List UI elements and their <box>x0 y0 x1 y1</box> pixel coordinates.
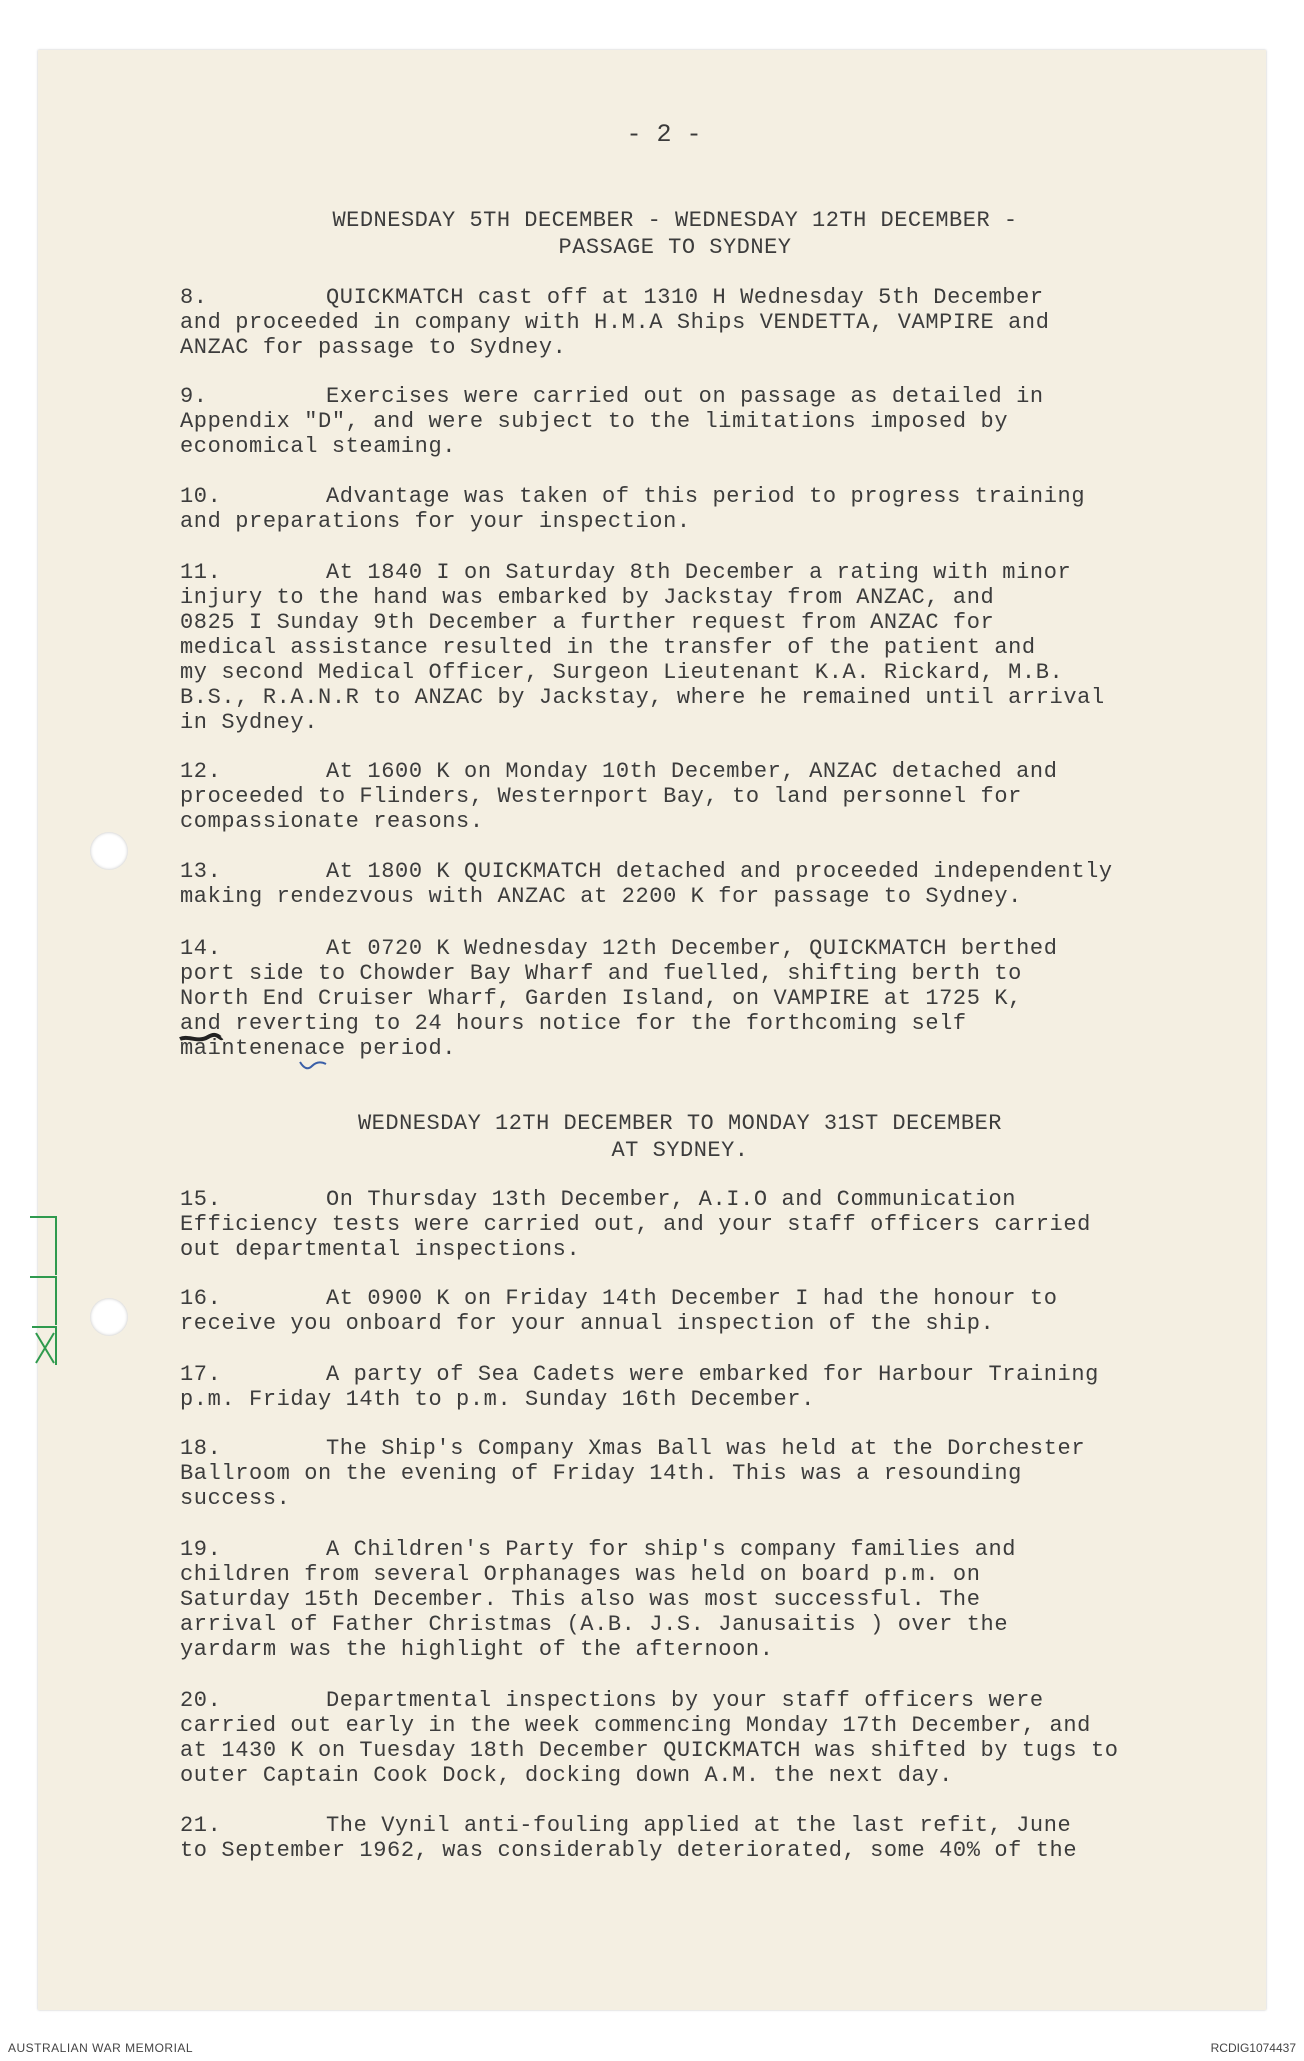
paragraph-line: yardarm was the highlight of the afternoon. <box>180 1637 774 1662</box>
section-heading-passage <box>280 207 1070 261</box>
paragraph-line: at 1430 K on Tuesday 18th December QUICKMATCH was shifted by tugs to <box>180 1738 1119 1763</box>
footer-record-id: RCDIG1074437 <box>1210 2041 1296 2055</box>
paragraph-line: Saturday 15th December. This also was most successful. The <box>180 1587 981 1612</box>
paragraph-number: 11. <box>180 560 222 585</box>
paragraph-line: and proceeded in company with H.M.A Ships VENDETTA, VAMPIRE and <box>180 310 1050 335</box>
paragraph-20 <box>180 1688 1210 1788</box>
paragraph-number: 8. <box>180 285 208 310</box>
paragraph-line: outer Captain Cook Dock, docking down A.M. the next day. <box>180 1763 953 1788</box>
paragraph-line: Ballroom on the evening of Friday 14th. This was a resounding <box>180 1461 1022 1486</box>
paragraph-line: North End Cruiser Wharf, Garden Island, on VAMPIRE at 1725 K, <box>180 986 1022 1011</box>
paragraph-18 <box>180 1436 1210 1511</box>
paragraph-line: At 0720 K Wednesday 12th December, QUICKMATCH berthed <box>326 936 1058 961</box>
paragraph-line: arrival of Father Christmas (A.B. J.S. Janusaitis ) over the <box>180 1612 1009 1637</box>
paragraph-line: making rendezvous with ANZAC at 2200 K for passage to Sydney. <box>180 884 1022 909</box>
paragraph-line: Efficiency tests were carried out, and your staff officers carried <box>180 1212 1091 1237</box>
paragraph-line: The Vynil anti-fouling applied at the last refit, June <box>326 1813 1072 1838</box>
paragraph-line: A Children's Party for ship's company families and <box>326 1537 1017 1562</box>
paragraph-number: 17. <box>180 1362 222 1387</box>
paragraph-number: 10. <box>180 484 222 509</box>
paragraph-10 <box>180 484 1210 534</box>
heading-line: PASSAGE TO SYDNEY <box>558 235 792 260</box>
ink-strikethrough-mark <box>178 1032 224 1046</box>
paragraph-12 <box>180 759 1210 834</box>
paragraph-line: to September 1962, was considerably deteriorated, some 40% of the <box>180 1838 1078 1863</box>
paragraph-line: maintenenace period. <box>180 1036 457 1061</box>
paragraph-line: 0825 I Sunday 9th December a further request from ANZAC for <box>180 610 995 635</box>
paragraph-11 <box>180 560 1210 735</box>
paragraph-line: At 0900 K on Friday 14th December I had the honour to <box>326 1286 1058 1311</box>
paragraph-number: 15. <box>180 1187 222 1212</box>
paragraph-line: children from several Orphanages was held on board p.m. on <box>180 1562 981 1587</box>
blue-correction-mark <box>298 1058 328 1074</box>
paragraph-19 <box>180 1537 1210 1662</box>
paragraph-21 <box>180 1813 1210 1863</box>
page-number: - 2 - <box>626 120 702 149</box>
paragraph-line: A party of Sea Cadets were embarked for Harbour Training <box>326 1362 1099 1387</box>
paragraph-line: Advantage was taken of this period to progress training <box>326 484 1086 509</box>
paragraph-line: my second Medical Officer, Surgeon Lieutenant K.A. Rickard, M.B. <box>180 660 1064 685</box>
heading-line: AT SYDNEY. <box>611 1138 749 1163</box>
paragraph-line: and reverting to 24 hours notice for the forthcoming self <box>180 1011 967 1036</box>
paragraph-number: 20. <box>180 1688 222 1713</box>
section-heading-sydney <box>300 1110 1060 1164</box>
punch-hole-upper <box>90 832 128 870</box>
green-margin-mark <box>26 1215 66 1385</box>
heading-line: WEDNESDAY 5TH DECEMBER - WEDNESDAY 12TH DECEMBER - <box>332 208 1018 233</box>
paragraph-line: compassionate reasons. <box>180 809 484 834</box>
paragraph-line: ANZAC for passage to Sydney. <box>180 335 567 360</box>
paragraph-number: 18. <box>180 1436 222 1461</box>
paragraph-line: Departmental inspections by your staff officers were <box>326 1688 1044 1713</box>
paragraph-line: At 1840 I on Saturday 8th December a rating with minor <box>326 560 1072 585</box>
paragraph-line: success. <box>180 1486 291 1511</box>
paragraph-line: in Sydney. <box>180 710 319 735</box>
paragraph-17 <box>180 1362 1210 1412</box>
paragraph-9 <box>180 384 1210 459</box>
paragraph-line: medical assistance resulted in the transfer of the patient and <box>180 635 1036 660</box>
paragraph-line: On Thursday 13th December, A.I.O and Communication <box>326 1187 1017 1212</box>
paragraph-line: injury to the hand was embarked by Jackstay from ANZAC, and <box>180 585 995 610</box>
paragraph-13 <box>180 859 1210 909</box>
paragraph-number: 9. <box>180 384 208 409</box>
paragraph-line: out departmental inspections. <box>180 1237 581 1262</box>
paragraph-line: receive you onboard for your annual inspection of the ship. <box>180 1311 995 1336</box>
paragraph-number: 12. <box>180 759 222 784</box>
paragraph-line: p.m. Friday 14th to p.m. Sunday 16th December. <box>180 1387 815 1412</box>
paragraph-number: 16. <box>180 1286 222 1311</box>
paragraph-14 <box>180 936 1210 1061</box>
paragraph-line: Appendix "D", and were subject to the limitations imposed by <box>180 409 1009 434</box>
paragraph-number: 21. <box>180 1813 222 1838</box>
paragraph-8 <box>180 285 1210 360</box>
paragraph-line: and preparations for your inspection. <box>180 509 691 534</box>
footer-archive-name: AUSTRALIAN WAR MEMORIAL <box>8 2041 194 2055</box>
paragraph-line: B.S., R.A.N.R to ANZAC by Jackstay, where he remained until arrival <box>180 685 1105 710</box>
paragraph-line: economical steaming. <box>180 434 457 459</box>
paragraph-line: proceeded to Flinders, Westernport Bay, to land personnel for <box>180 784 1022 809</box>
paragraph-number: 14. <box>180 936 222 961</box>
paragraph-line: carried out early in the week commencing Monday 17th December, and <box>180 1713 1091 1738</box>
paragraph-line: At 1800 K QUICKMATCH detached and proceeded independently <box>326 859 1113 884</box>
paragraph-line: QUICKMATCH cast off at 1310 H Wednesday 5th December <box>326 285 1044 310</box>
paragraph-line: The Ship's Company Xmas Ball was held at the Dorchester <box>326 1436 1086 1461</box>
paragraph-16 <box>180 1286 1210 1336</box>
paragraph-15 <box>180 1187 1210 1262</box>
paragraph-number: 13. <box>180 859 222 884</box>
heading-line: WEDNESDAY 12TH DECEMBER TO MONDAY 31ST DECEMBER <box>357 1111 1002 1136</box>
punch-hole-lower <box>90 1298 128 1336</box>
paragraph-line: port side to Chowder Bay Wharf and fuelled, shifting berth to <box>180 961 1022 986</box>
paragraph-line: At 1600 K on Monday 10th December, ANZAC detached and <box>326 759 1058 784</box>
paragraph-number: 19. <box>180 1537 222 1562</box>
paragraph-line: Exercises were carried out on passage as detailed in <box>326 384 1044 409</box>
